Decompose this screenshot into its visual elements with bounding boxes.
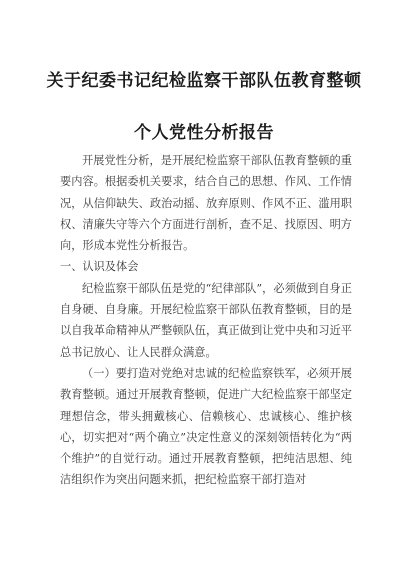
document-body <box>60 150 352 491</box>
intro-paragraph: 开展党性分析，是开展纪检监察干部队伍教育整顿的重要内容。根据委机关要求，结合自己的思想、作风、工作情况，从信仰缺失、政治动摇、放弃原则、作风不正、滥用职权、清廉失守等六个方面进行剖析，查不足、找原因、明方向，形成本党性分析报告。 <box>60 154 352 253</box>
document-title-line-2: 个人党性分析报告 <box>134 123 274 143</box>
document-title-line-1: 关于纪委书记纪检监察干部队伍教育整顿 <box>46 71 362 91</box>
section-heading: 一、认识及体会 <box>60 260 139 274</box>
body-paragraph: 纪检监察干部队伍是党的“纪律部队”，必须做到自身正自身硬、自身廉。开展纪检监察干部队伍教育整顿，目的是以自我革命精神从严整顿队伍，真正做到让党中央和习近平总书记放心、让人民群众满意。 <box>60 281 352 359</box>
body-paragraph: （一）要打造对党绝对忠诚的纪检监察铁军，必须开展教育整顿。通过开展教育整顿，促进广大纪检监察干部坚定理想信念，带头拥戴核心、信赖核心、忠诚核心、维护核心，切实把对“两个确立”决定性意义的深刻领悟转化为“两个维护”的自觉行动。通过开展教育整顿，把纯洁思想、纯洁组织作为突出问题来抓，把纪检监察干部打造对 <box>60 366 352 487</box>
